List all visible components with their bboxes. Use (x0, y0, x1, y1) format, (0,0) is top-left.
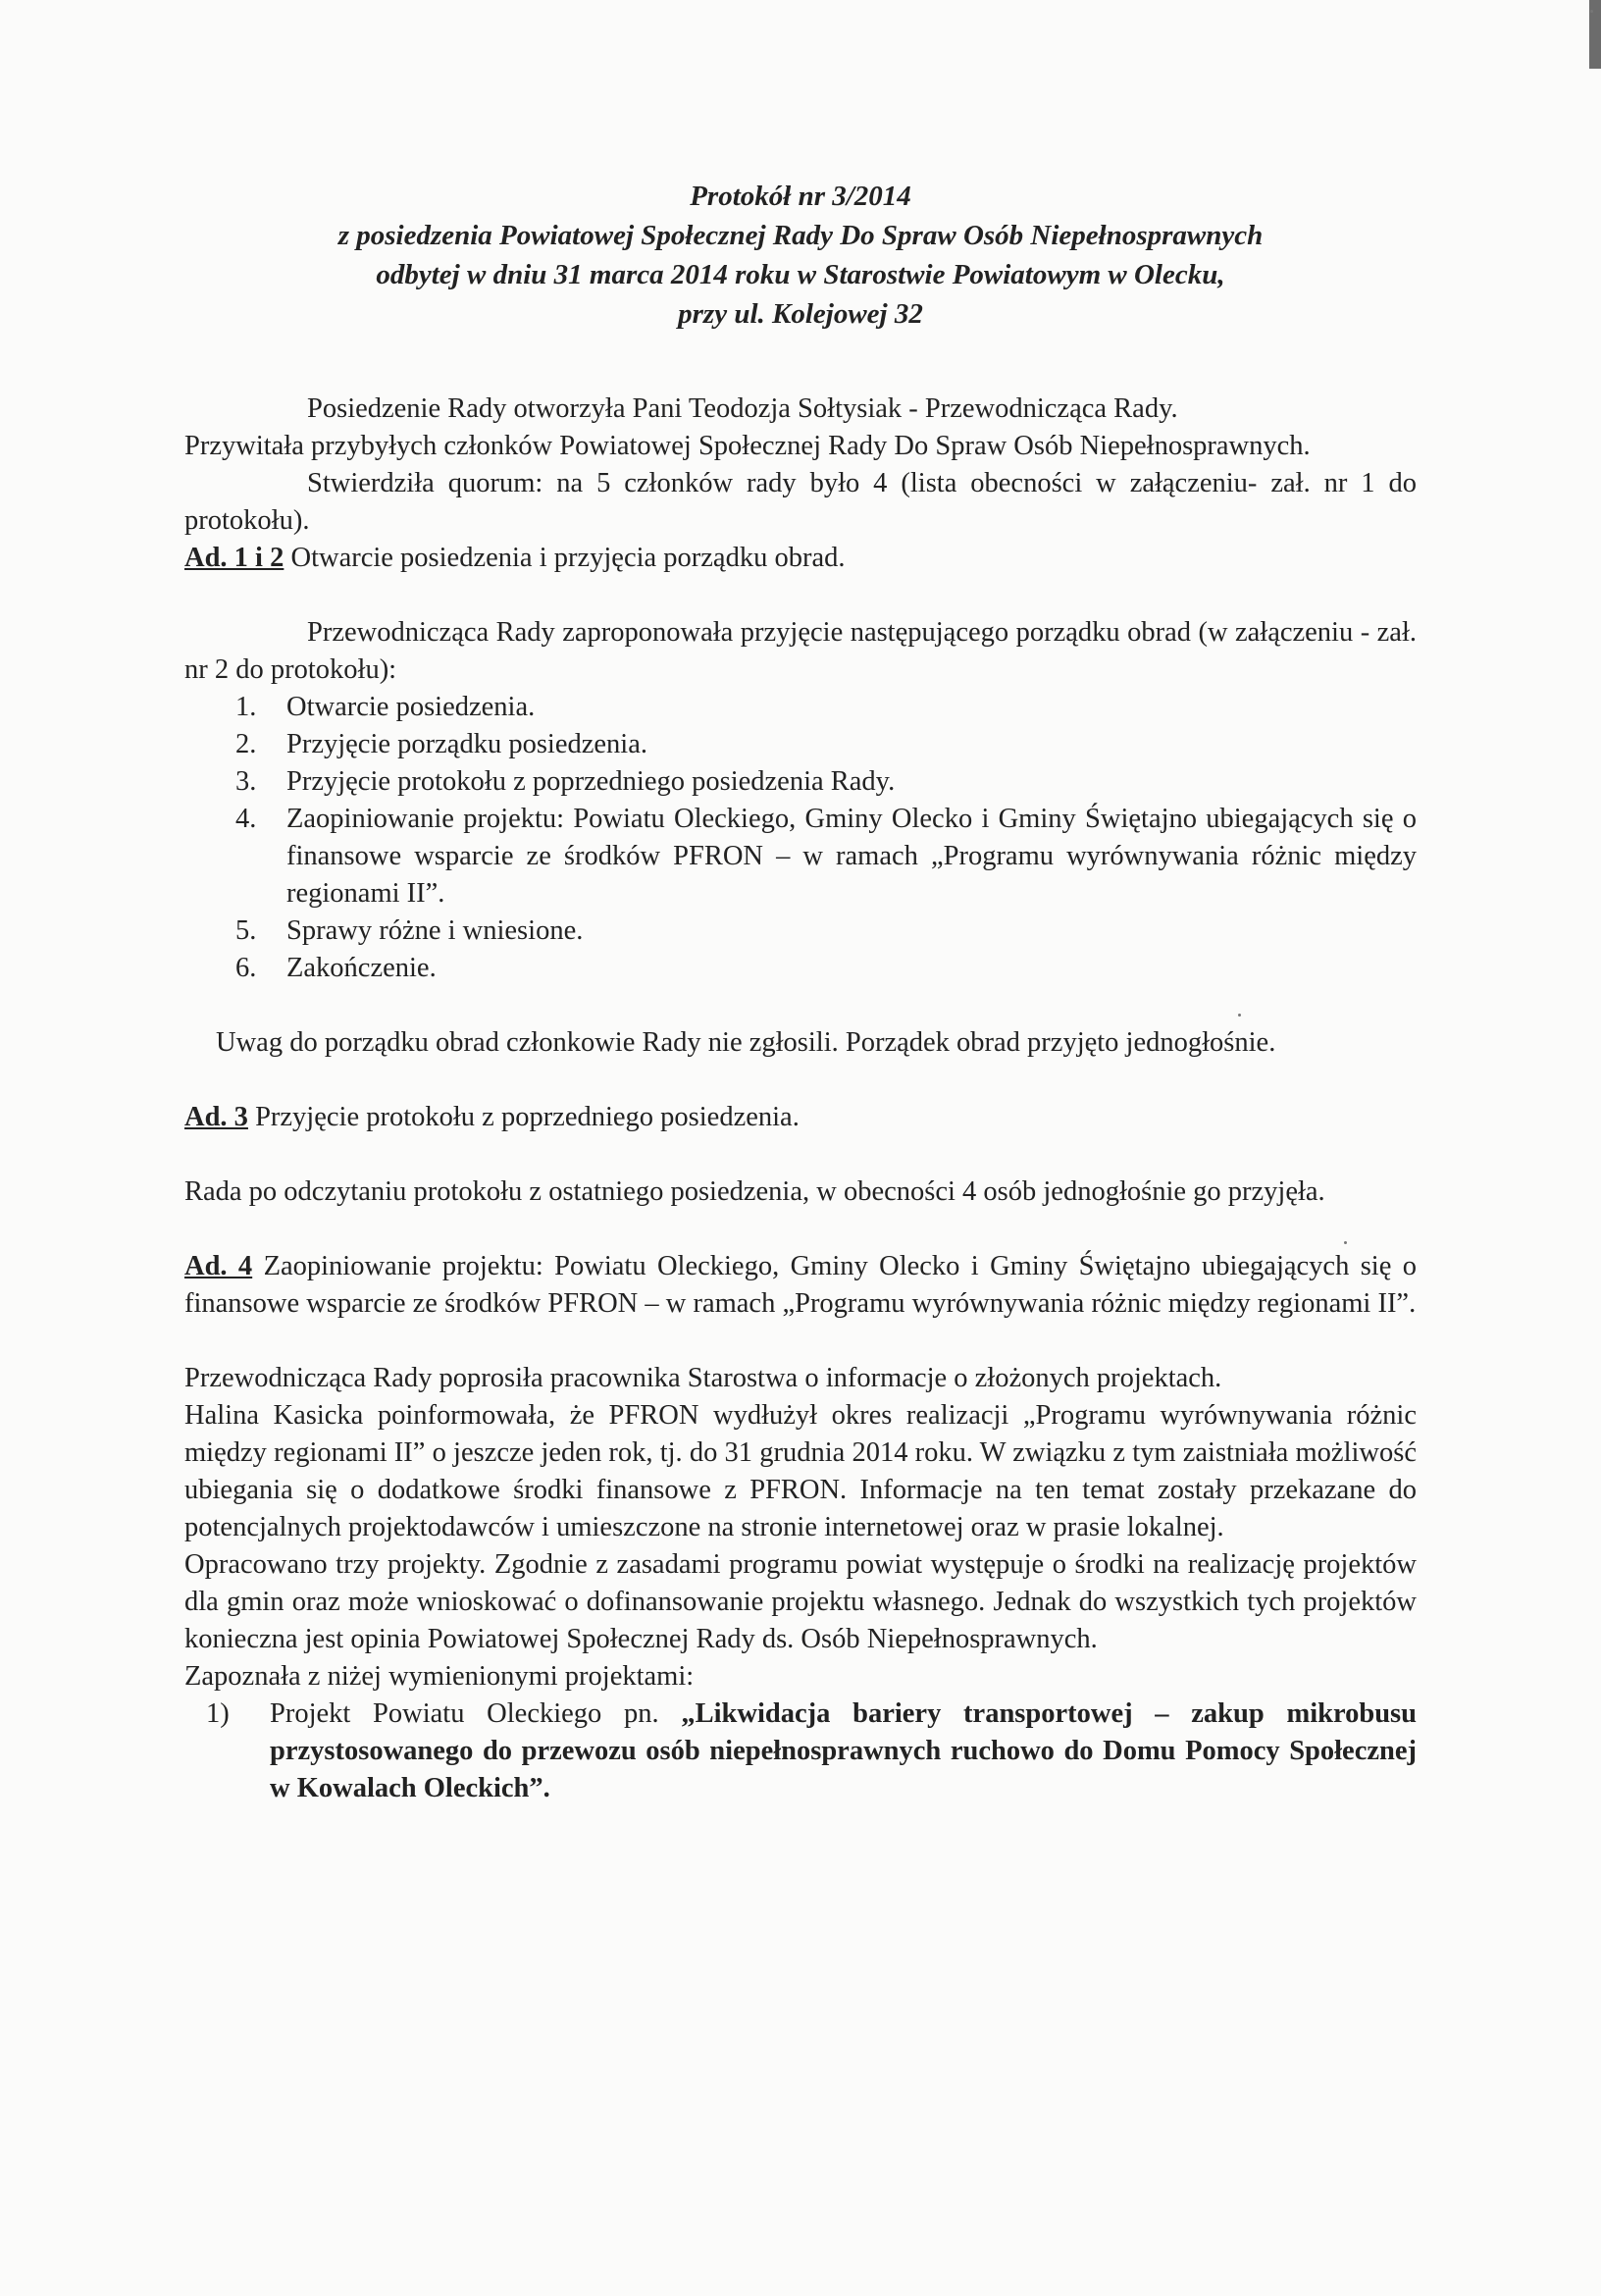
header-subtitle-1: z posiedzenia Powiatowej Społecznej Rady Do Spraw Osób Niepełnosprawnych (337, 220, 1264, 251)
header-subtitle-3: przy ul. Kolejowej 32 (678, 298, 923, 330)
spacer (184, 987, 1417, 1024)
agenda-item-text: Sprawy różne i wniesione. (286, 915, 584, 946)
ad-4-heading (184, 1248, 1417, 1323)
spacer (184, 1062, 1417, 1099)
agenda-item (235, 801, 1417, 913)
intro-paragraph-2: Przywitała przybyłych członków Powiatowej Społecznej Rady Do Spraw Osób Niepełnosprawnych. (184, 431, 1311, 461)
document-page (184, 177, 1417, 1807)
spacer (184, 1211, 1417, 1248)
agenda-item-text: Zakończenie. (286, 953, 437, 983)
agenda-item-number: 2. (235, 729, 257, 759)
agenda-item-text: Zaopiniowanie projektu: Powiatu Oleckiego, Gminy Olecko i Gminy Świętajno ubiegających się o finansowe wsparcie ze środków PFRON – w ramach „Programu wyrównywania różnic między regionami II”. (286, 804, 1417, 909)
document-header (184, 177, 1417, 334)
body-paragraph-3: Opracowano trzy projekty. Zgodnie z zasadami programu powiat występuje o środki na realizację projektów dla gmin oraz może wnioskować o dofinansowanie projektu własnego. Jednak do wszystkich tych projektów konieczna jest opinia Powiatowej Społecznej Rady ds. Osób Niepełnosprawnych. (184, 1549, 1417, 1654)
agenda-item (235, 913, 1417, 950)
project-item (206, 1696, 1417, 1807)
agenda-item-number: 1. (235, 692, 257, 722)
spacer (184, 1136, 1417, 1174)
ad-4-label: Ad. 4 (184, 1251, 253, 1281)
proposal-paragraph: Przewodnicząca Rady zaproponowała przyjęcie następującego porządku obrad (w załączeniu - zał. nr 2 do protokołu): (184, 617, 1417, 685)
intro-paragraph-3: Stwierdziła quorum: na 5 członków rady było 4 (lista obecności w załączeniu- zał. nr 1 do protokołu). (184, 468, 1417, 536)
project-prefix: Projekt Powiatu Oleckiego pn. (270, 1698, 682, 1729)
agenda-item-text: Przyjęcie porządku posiedzenia. (286, 729, 647, 759)
agenda-item-number: 5. (235, 915, 257, 946)
spacer (184, 577, 1417, 614)
agenda-item-number: 3. (235, 766, 257, 797)
project-number: 1) (206, 1698, 230, 1729)
ad-1-2-text: Otwarcie posiedzenia i przyjęcia porządku obrad. (284, 543, 846, 573)
ad-3-paragraph: Rada po odczytaniu protokołu z ostatniego posiedzenia, w obecności 4 osób jednogłośnie go przyjęła. (184, 1176, 1325, 1207)
agenda-item (235, 726, 1417, 763)
agenda-list (184, 689, 1417, 987)
agenda-item (235, 950, 1417, 987)
ad-3-label: Ad. 3 (184, 1102, 248, 1132)
ad-3-text: Przyjęcie protokołu z poprzedniego posiedzenia. (247, 1102, 800, 1132)
body-paragraph-2: Halina Kasicka poinformowała, że PFRON wydłużył okres realizacji „Programu wyrównywania różnic między regionami II” o jeszcze jeden rok, tj. do 31 grudnia 2014 roku. W związku z tym zaistniała możliwość ubiegania się o dodatkowe środki finansowe z PFRON. Informacje na ten temat zostały przekazane do potencjalnych projektodawców i umieszczone na stronie internetowej oraz w prasie lokalnej. (184, 1400, 1417, 1542)
agenda-item (235, 689, 1417, 726)
scan-speck (1590, 10, 1593, 13)
header-title: Protokół nr 3/2014 (690, 181, 911, 212)
project-title: „Likwidacja bariery transportowej – zakup mikrobusu przystosowanego do przewozu osób niepełnosprawnych ruchowo do Domu Pomocy Społecznej w Kowalach Oleckich”. (270, 1698, 1417, 1803)
agenda-item-text: Przyjęcie protokołu z poprzedniego posiedzenia Rady. (286, 766, 896, 797)
remarks-paragraph: Uwag do porządku obrad członkowie Rady nie zgłosili. Porządek obrad przyjęto jednogłośnie. (216, 1027, 1276, 1058)
agenda-item-number: 6. (235, 953, 257, 983)
agenda-item (235, 763, 1417, 801)
agenda-item-number: 4. (235, 804, 257, 834)
intro-paragraph-1: Posiedzenie Rady otworzyła Pani Teodozja Sołtysiak - Przewodnicząca Rady. (307, 393, 1178, 424)
body-paragraph-4: Zapoznała z niżej wymienionymi projektami: (184, 1661, 695, 1692)
ad-4-text: Zaopiniowanie projektu: Powiatu Oleckiego, Gminy Olecko i Gminy Świętajno ubiegających się o finansowe wsparcie ze środków PFRON – w ramach „Programu wyrównywania różnic między regionami II”. (184, 1251, 1417, 1319)
ad-1-2-heading (184, 540, 1417, 577)
body-paragraph-1: Przewodnicząca Rady poprosiła pracownika Starostwa o informacje o złożonych projektach. (184, 1363, 1222, 1393)
ad-1-2-label: Ad. 1 i 2 (184, 543, 284, 573)
projects-list (184, 1696, 1417, 1807)
agenda-item-text: Otwarcie posiedzenia. (286, 692, 536, 722)
spacer (184, 1323, 1417, 1360)
ad-3-heading (184, 1099, 1417, 1136)
header-subtitle-2: odbytej w dniu 31 marca 2014 roku w Starostwie Powiatowym w Olecku, (376, 259, 1225, 290)
